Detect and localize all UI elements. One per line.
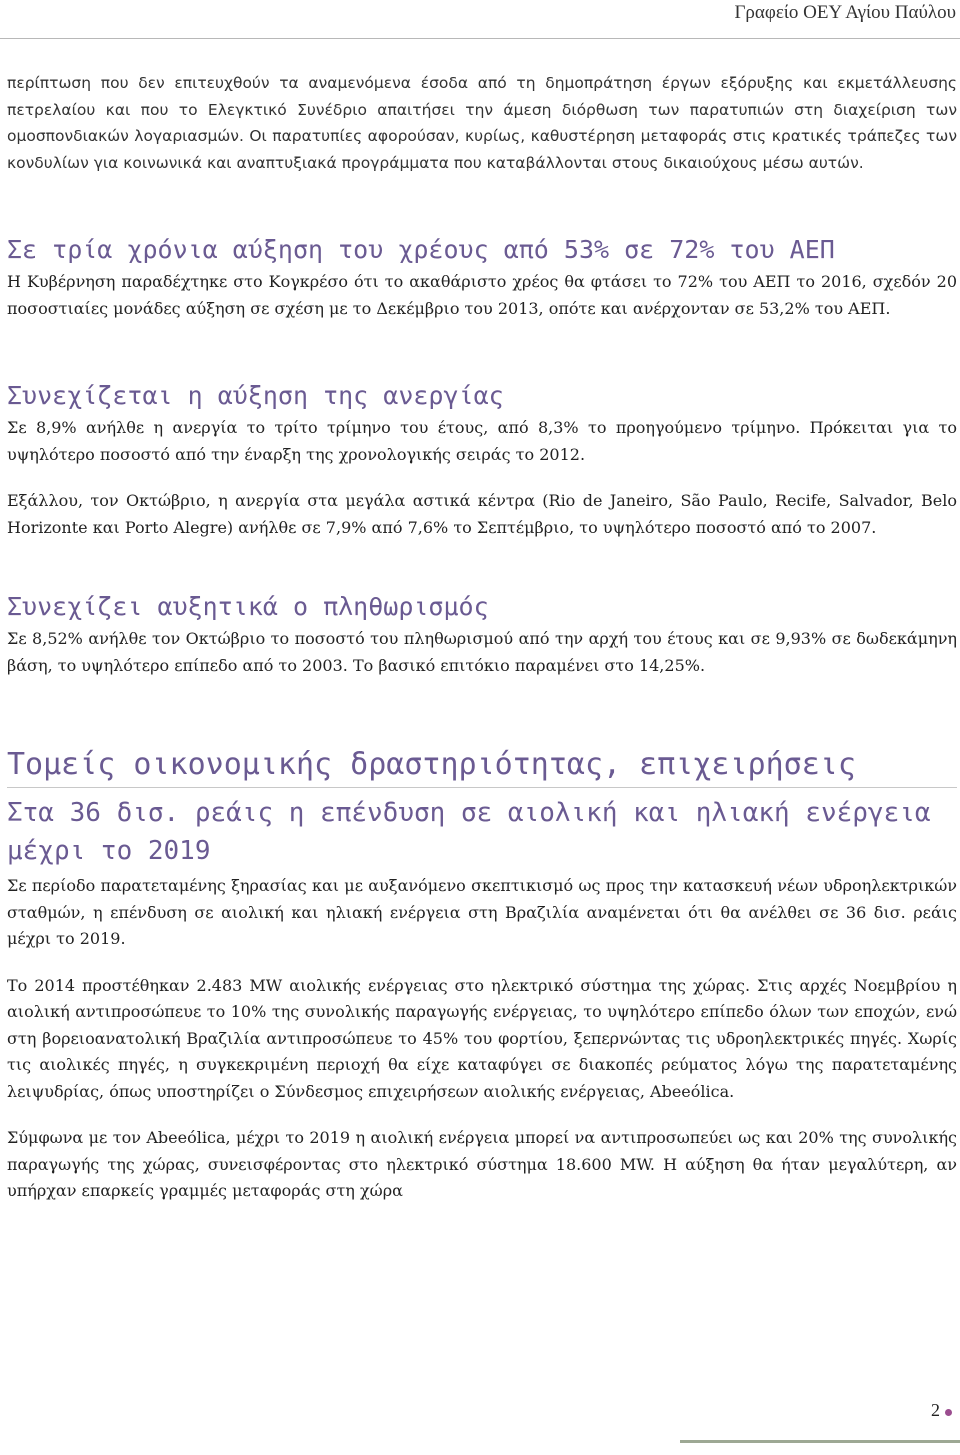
section-heading-inflation: Συνεχίζει αυξητικά ο πληθωρισμός (7, 592, 489, 621)
subsection-heading-renewables: Στα 36 δισ. ρεάις η επένδυση σε αιολική και ηλιακή ενέργεια μέχρι το 2019 (7, 798, 931, 866)
renewables-paragraph-2: Το 2014 προστέθηκαν 2.483 MW αιολικής ενέργειας στο ηλεκτρικό σύστημα της χώρας. Στις αρχές Νοεμβρίου η αιολική αντιπροσώπευε το 10% της συνολικής παραγωγής ενέργειας, το υψηλότερο επίπεδο όλων των εποχών, ενώ στη βορειοανατολική Βραζιλία αντιπροσώπευε το 45% του φορτίου, ξεπερνώντας τις υδροηλεκτρικές πηγές. Χωρίς τις αιολικές πηγές, η συγκεκριμένη περιοχή θα είχε καταφύγει σε διακοπές ρεύματος λόγω της παρατεταμένης λειψυδρίας, όπως υποστηρίζει ο Σύνδεσμος επιχειρήσεων αιολικής ενέργειας, Abeeólica. (7, 975, 957, 1101)
header-title: Γραφείο ΟΕΥ Αγίου Παύλου (734, 2, 956, 23)
section-heading-unemployment: Συνεχίζεται η αύξηση της ανεργίας (7, 381, 504, 410)
unemployment-paragraph-1: Σε 8,9% ανήλθε η ανεργία το τρίτο τρίμηνο του έτους, από 8,3% το προηγούμενο τρίμηνο. Πρόκειται για το υψηλότερο ποσοστό από την έναρξη της χρονολογικής σειράς το 2012. (7, 418, 957, 464)
page-footer (0, 1400, 960, 1455)
chapter-economic-sectors (7, 745, 957, 1205)
footer-rule (680, 1440, 960, 1443)
page-header (0, 0, 960, 39)
inflation-paragraph: Σε 8,52% ανήλθε τον Οκτώβριο το ποσοστό του πληθωρισμού από την αρχή του έτους και σε 9,93% σε δωδεκάμηνη βάση, το υψηλότερο επίπεδο από το 2003. Το βασικό επιτόκιο παραμένει στο 14,25%. (7, 629, 957, 675)
page-content (7, 70, 957, 1205)
section-inflation (7, 591, 957, 679)
page-number: 2 (931, 1400, 940, 1420)
chapter-title: Τομείς οικονομικής δραστηριότητας, επιχειρήσεις (7, 747, 856, 782)
renewables-paragraph-1: Σε περίοδο παρατεταμένης ξηρασίας και με αυξανόμενο σκεπτικισμό ως προς την κατασκευή νέων υδροηλεκτρικών σταθμών, η επένδυση σε αιολική και ηλιακή ενέργεια στη Βραζιλία αναμένεται ότι θα ανέλθει σε 36 δισ. ρεάις μέχρι το 2019. (7, 876, 957, 948)
debt-paragraph: Η Κυβέρνηση παραδέχτηκε στο Κογκρέσο ότι το ακαθάριστο χρέος θα φτάσει το 72% του ΑΕΠ το 2016, σχεδόν 20 ποσοστιαίες μονάδες αύξηση σε σχέση με το Δεκέμβριο του 2013, οπότε και ανέρχονταν σε 53,2% του ΑΕΠ. (7, 272, 957, 318)
section-unemployment (7, 380, 957, 541)
intro-paragraph: περίπτωση που δεν επιτευχθούν τα αναμενόμενα έσοδα από τη δημοπράτηση έργων εξόρυξης και εκμετάλλευσης πετρελαίου και που το Ελεγκτικό Συνέδριο απαιτήσει την άμεση διόρθωση των παρατυπιών στη διαχείριση των ομοσπονδιακών λογαριασμών. Οι παρατυπίες αφορούσαν, κυρίως, καθυστέρηση μεταφοράς στις κρατικές τράπεζες των κονδυλίων για κοινωνικά και αναπτυξιακά προγράμματα που καταβάλλονται στους δικαιούχους μέσω αυτών. (7, 74, 957, 172)
unemployment-paragraph-2: Εξάλλου, τον Οκτώβριο, η ανεργία στα μεγάλα αστικά κέντρα (Rio de Janeiro, São Paulo, Recife, Salvador, Belo Horizonte και Porto Alegre) ανήλθε σε 7,9% από 7,6% το Σεπτέμβριο, το υψηλότερο ποσοστό από το 2007. (7, 491, 957, 537)
chapter-title-divider (7, 787, 957, 788)
renewables-paragraph-3: Σύμφωνα με τον Abeeólica, μέχρι το 2019 η αιολική ενέργεια μπορεί να αντιπροσωπεύει ως και 20% της συνολικής παραγωγής της χώρας, συνεισφέροντας στο ηλεκτρικό σύστημα 18.600 MW. Η αύξηση θα ήταν μεγαλύτερη, αν υπήρχαν επαρκείς γραμμές μεταφοράς στη χώρα (7, 1128, 957, 1200)
section-heading-debt: Σε τρία χρόνια αύξηση του χρέους από 53% σε 72% του ΑΕΠ (7, 235, 835, 264)
page-number-bullet-icon (945, 1409, 952, 1416)
section-debt (7, 234, 957, 322)
